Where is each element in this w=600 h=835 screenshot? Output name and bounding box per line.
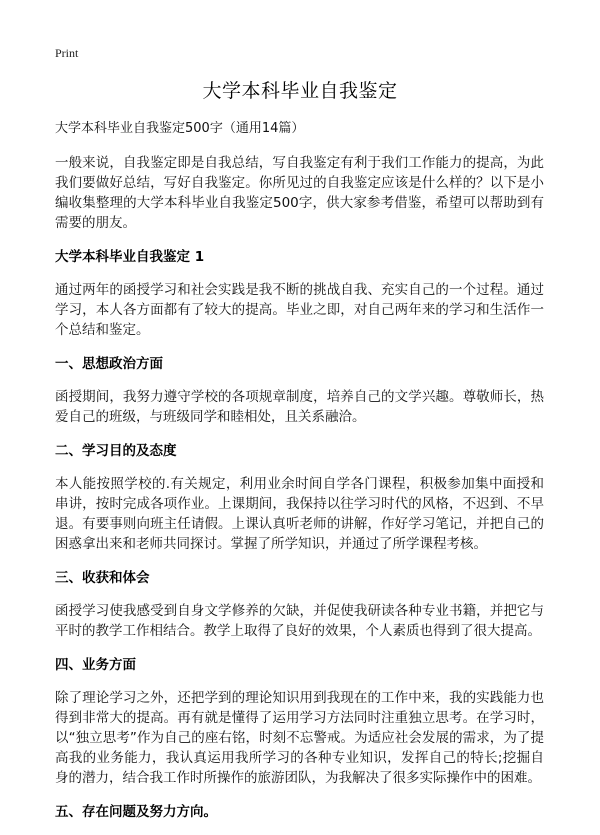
intro-paragraph: 一般来说，自我鉴定即是自我总结，写自我鉴定有利于我们工作能力的提高，为此我们要做好总结，写好自我鉴定。你所见过的自我鉴定应该是什么样的？以下是小编收集整理的大学本科毕业自我鉴定500字，供大家参考借鉴，希望可以帮助到有需要的朋友。 [55,155,544,231]
article-body [55,118,544,835]
section-heading-business: 四、业务方面 [55,657,136,673]
section-paragraph-business: 除了理论学习之外，还把学到的理论知识用到我现在的工作中来，我的实践能力也得到非常大的提高。再有就是懂得了运用学习方法同时注重独立思考。在学习时，以“独立思考”作为自己的座右铭，时刻不忘警戒。为适应社会发展的需求，为了提高我的业务能力，我认真运用我所学习的各种专业知识，发挥自己的特长;挖掘自身的潜力，结合我工作时所操作的旅游团队，为我解决了很多实际操作中的困难。 [55,690,544,786]
section-heading-problems: 五、存在问题及努力方向。 [55,804,217,820]
section-heading-politics: 一、思想政治方面 [55,356,163,372]
print-link[interactable]: Print [55,46,79,60]
section-heading-essay-1: 大学本科毕业自我鉴定 1 [55,249,205,265]
page-title: 大学本科毕业自我鉴定 [202,80,398,102]
section-paragraph-politics: 函授期间，我努力遵守学校的各项规章制度，培养自己的文学兴趣。尊敬师长，热爱自己的班级，与班级同学和睦相处，且关系融洽。 [55,389,544,425]
section-paragraph-study-attitude: 本人能按照学校的.有关规定，利用业余时间自学各门课程，积极参加集中面授和串讲，按时完成各项作业。上课期间，我保持以往学习时代的风格，不迟到、不早退。有要事则向班主任请假。上课认真听老师的讲解，作好学习笔记，并把自己的困惑拿出来和老师共同探讨。掌握了所学知识，并通过了所学课程考核。 [55,476,544,552]
section-heading-gains: 三、收获和体会 [55,570,150,586]
section-paragraph-essay-1: 通过两年的函授学习和社会实践是我不断的挑战自我、充实自己的一个过程。通过学习，本人各方面都有了较大的提高。毕业之即，对自己两年来的学习和生活作一个总结和鉴定。 [55,282,544,338]
section-paragraph-gains: 函授学习使我感受到自身文学修养的欠缺，并促使我研读各种专业书籍，并把它与平时的教学工作相结合。教学上取得了良好的效果，个人素质也得到了很大提高。 [55,603,544,639]
article-subtitle: 大学本科毕业自我鉴定500字（通用14篇） [55,121,305,136]
section-heading-study-attitude: 二、学习目的及态度 [55,443,177,459]
